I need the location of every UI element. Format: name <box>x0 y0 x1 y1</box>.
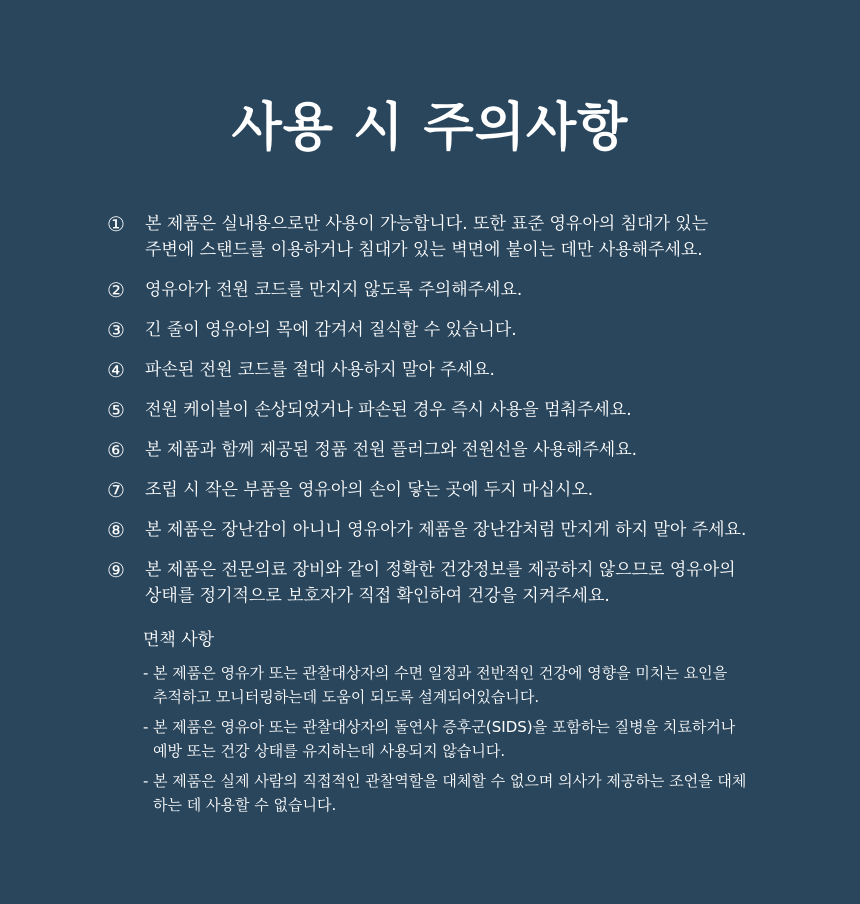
caution-item <box>107 317 777 343</box>
item-number: ③ <box>107 318 125 342</box>
item-text: 긴 줄이 영유아의 목에 감겨서 질식할 수 있습니다. <box>145 320 517 340</box>
caution-item <box>107 477 777 503</box>
item-number: ② <box>107 278 125 302</box>
caution-item <box>107 277 777 303</box>
item-text: 조립 시 작은 부품을 영유아의 손이 닿는 곳에 두지 마십시오. <box>145 480 594 500</box>
item-number: ⑦ <box>107 478 125 502</box>
item-number: ⑤ <box>107 398 125 422</box>
caution-item <box>107 357 777 383</box>
item-text: 본 제품은 실내용으로만 사용이 가능합니다. 또한 표준 영유아의 침대가 있는 주변에 스탠드를 이용하거나 침대가 있는 벽면에 붙이는 데만 사용해주세요. <box>145 214 709 260</box>
disclaimer-title: 면책 사항 <box>143 630 215 650</box>
item-text: 영유아가 전원 코드를 만지지 않도록 주의해주세요. <box>145 280 523 300</box>
page-title: 사용 시 주의사항 <box>231 98 629 158</box>
disclaimer-item <box>143 715 783 763</box>
item-number: ① <box>107 212 125 236</box>
item-text: 본 제품과 함께 제공된 정품 전원 플러그와 전원선을 사용해주세요. <box>145 440 638 460</box>
disclaimer-text: 본 제품은 실제 사람의 직접적인 관찰역할을 대체할 수 없으며 의사가 제공하는 조언을 대체 하는 데 사용할 수 없습니다. <box>153 772 747 814</box>
caution-item <box>107 211 777 263</box>
dash-marker: - <box>143 664 149 682</box>
item-number: ⑧ <box>107 518 125 542</box>
caution-item <box>107 517 777 543</box>
dash-marker: - <box>143 772 149 790</box>
caution-item <box>107 437 777 463</box>
item-number: ④ <box>107 358 125 382</box>
disclaimer-item <box>143 769 783 817</box>
item-number: ⑨ <box>107 558 125 582</box>
disclaimer-item <box>143 661 783 709</box>
caution-item <box>107 557 777 609</box>
caution-list <box>107 211 777 623</box>
disclaimer-section <box>143 627 783 823</box>
item-text: 본 제품은 장난감이 아니니 영유아가 제품을 장난감처럼 만지게 하지 말아 주세요. <box>145 520 747 540</box>
disclaimer-text: 본 제품은 영유아 또는 관찰대상자의 돌연사 증후군(SIDS)을 포함하는 질병을 치료하거나 예방 또는 건강 상태를 유지하는데 사용되지 않습니다. <box>153 718 736 760</box>
caution-item <box>107 397 777 423</box>
item-number: ⑥ <box>107 438 125 462</box>
item-text: 파손된 전원 코드를 절대 사용하지 말아 주세요. <box>145 360 495 380</box>
item-text: 전원 케이블이 손상되었거나 파손된 경우 즉시 사용을 멈춰주세요. <box>145 400 632 420</box>
item-text: 본 제품은 전문의료 장비와 같이 정확한 건강정보를 제공하지 않으므로 영유아의 상태를 정기적으로 보호자가 직접 확인하여 건강을 지켜주세요. <box>145 560 736 606</box>
dash-marker: - <box>143 718 149 736</box>
disclaimer-text: 본 제품은 영유가 또는 관찰대상자의 수면 일정과 전반적인 건강에 영향을 미치는 요인을 추적하고 모니터링하는데 도움이 되도록 설계되어있습니다. <box>153 664 728 706</box>
